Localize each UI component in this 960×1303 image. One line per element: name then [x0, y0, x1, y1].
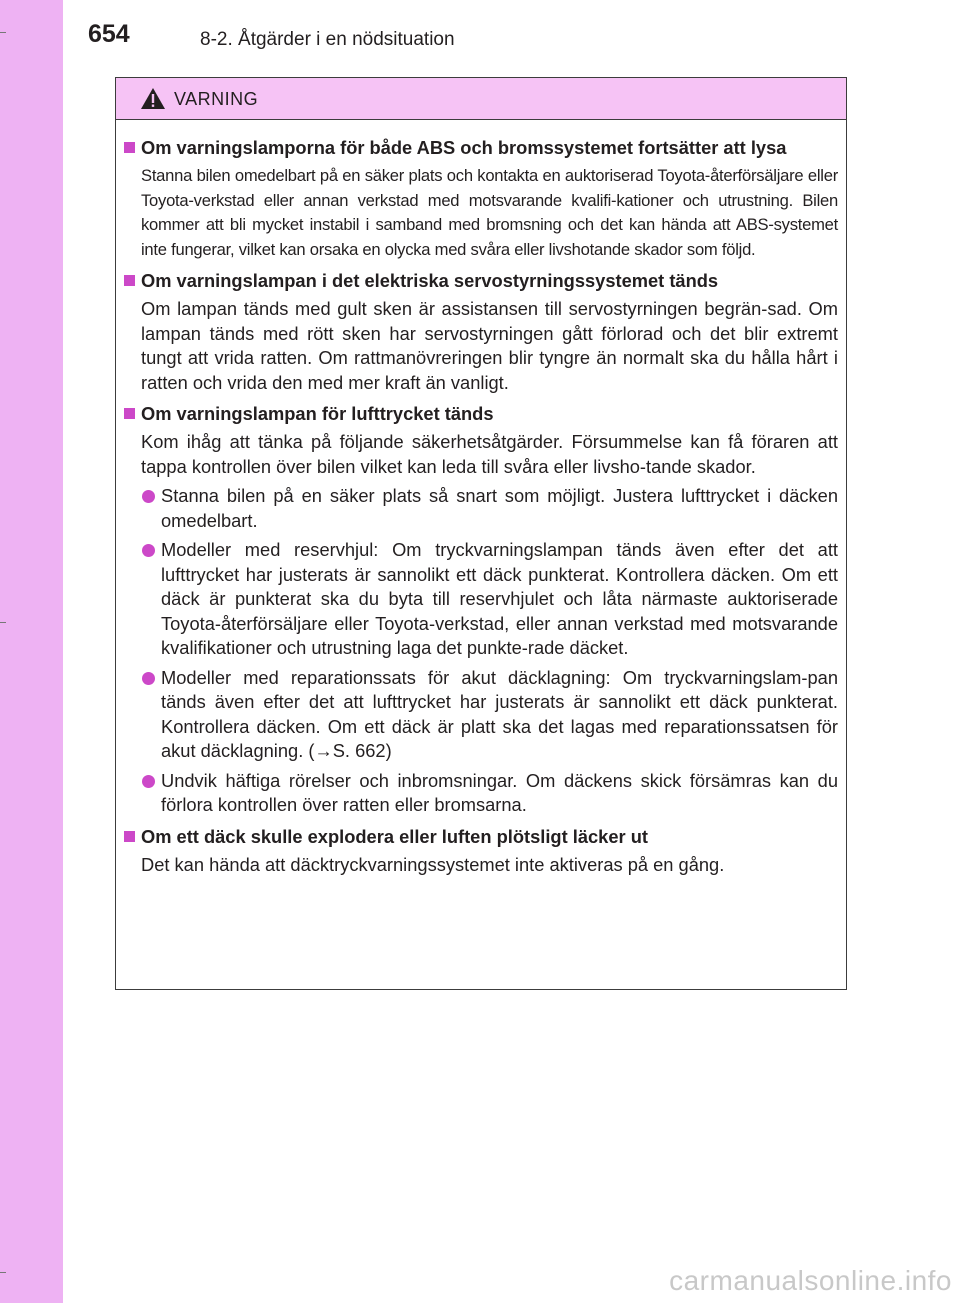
circle-bullet-icon [142, 775, 155, 788]
circle-bullet-icon [142, 544, 155, 557]
square-bullet-icon [124, 142, 135, 153]
item-text: Kom ihåg att tänka på följande säkerhetsåtgärder. Försummelse kan få föraren att tappa kontrollen över bilen vilket kan leda till svåra eller livsho-tande skador. [141, 431, 838, 477]
bullet-item [124, 769, 838, 818]
crop-mark [0, 622, 6, 623]
warning-label: VARNING [174, 89, 259, 109]
circle-bullet-icon [142, 672, 155, 685]
warning-item [124, 136, 838, 262]
warning-item [124, 825, 838, 878]
item-text: Det kan hända att däcktryckvarningssystemet inte aktiveras på en gång. [141, 853, 725, 875]
warning-header [116, 78, 846, 120]
warning-item [124, 269, 838, 395]
item-heading-text: Om ett däck skulle explodera eller luften plötsligt läcker ut [141, 825, 648, 847]
warning-body [116, 120, 846, 877]
bullet-text: Stanna bilen på en säker plats så snart som möjligt. Justera lufttrycket i däcken omedelbart. [161, 485, 838, 531]
item-heading [124, 402, 838, 426]
crop-mark [0, 1272, 6, 1273]
warning-item [124, 402, 838, 818]
bullet-item [124, 484, 838, 533]
bullet-item [124, 538, 838, 661]
warning-box [115, 77, 847, 990]
watermark: carmanualsonline.info [669, 1265, 952, 1296]
page-number: 654 [88, 20, 130, 48]
item-text: Om lampan tänds med gult sken är assistansen till servostyrningen begrän-sad. Om lampan tänds med rött sken har servostyrningen gått förlorad och det blir extremt tungt att vrida ratten. Om rattmanövreringen blir tyngre än normalt ska du hålla hårt i ratten och vrida den med mer kraft än vanligt. [141, 298, 838, 393]
item-text: Stanna bilen omedelbart på en säker plats och kontakta en auktoriserad Toyota-återförsäljare eller Toyota-verkstad eller annan verkstad med motsvarande kvalifi-kationer och utrustning. Bilen kommer att bli mycket instabil i samband med bromsning och det kan hända att ABS-systemet inte fungerar, vilket kan orsaka en olycka med svåra eller livshotande skador som följd. [141, 166, 838, 259]
section-title: 8-2. Åtgärder i en nödsituation [200, 29, 455, 50]
square-bullet-icon [124, 408, 135, 419]
bullet-text: Modeller med reparationssats för akut däcklagning: Om tryckvarningslam-pan tänds även efter det att lufttrycket har justerats är sannolikt ett däck punkterat. Kontrollera däcken. Om ett däck är platt ska det lagas med reparationssatsen för akut däcklagning. (→S. 662) [161, 666, 838, 761]
square-bullet-icon [124, 275, 135, 286]
item-heading-text: Om varningslampan för lufttrycket tänds [141, 403, 494, 424]
bullet-text: Modeller med reservhjul: Om tryckvarningslampan tänds även efter det att lufttrycket har justerats är sannolikt ett däck punkterat. Kontrollera däcken. Om ett däck är punkterat ska du byta till reservhjulet och låta närmaste auktoriserade Toyota-återförsäljare eller Toyota-verkstad, eller annan verkstad med motsvarande kvalifikationer och utrustning laga det punkte-rade däcket. [161, 539, 838, 658]
item-heading-text: Om varningslamporna för både ABS och bromssystemet fortsätter att lysa [141, 137, 787, 158]
bullet-text: Undvik häftiga rörelser och inbromsningar. Om däckens skick försämras kan du förlora kontrollen över ratten eller bromsarna. [161, 769, 838, 815]
item-heading [124, 825, 838, 849]
chapter-side-tab [0, 0, 63, 1303]
item-heading [124, 269, 838, 293]
item-heading-text: Om varningslampan i det elektriska servostyrningssystemet tänds [141, 270, 719, 291]
item-heading [124, 136, 838, 160]
crop-mark [0, 32, 6, 33]
warning-triangle-icon [140, 87, 166, 110]
square-bullet-icon [124, 831, 135, 842]
bullet-item [124, 666, 838, 764]
circle-bullet-icon [142, 490, 155, 503]
